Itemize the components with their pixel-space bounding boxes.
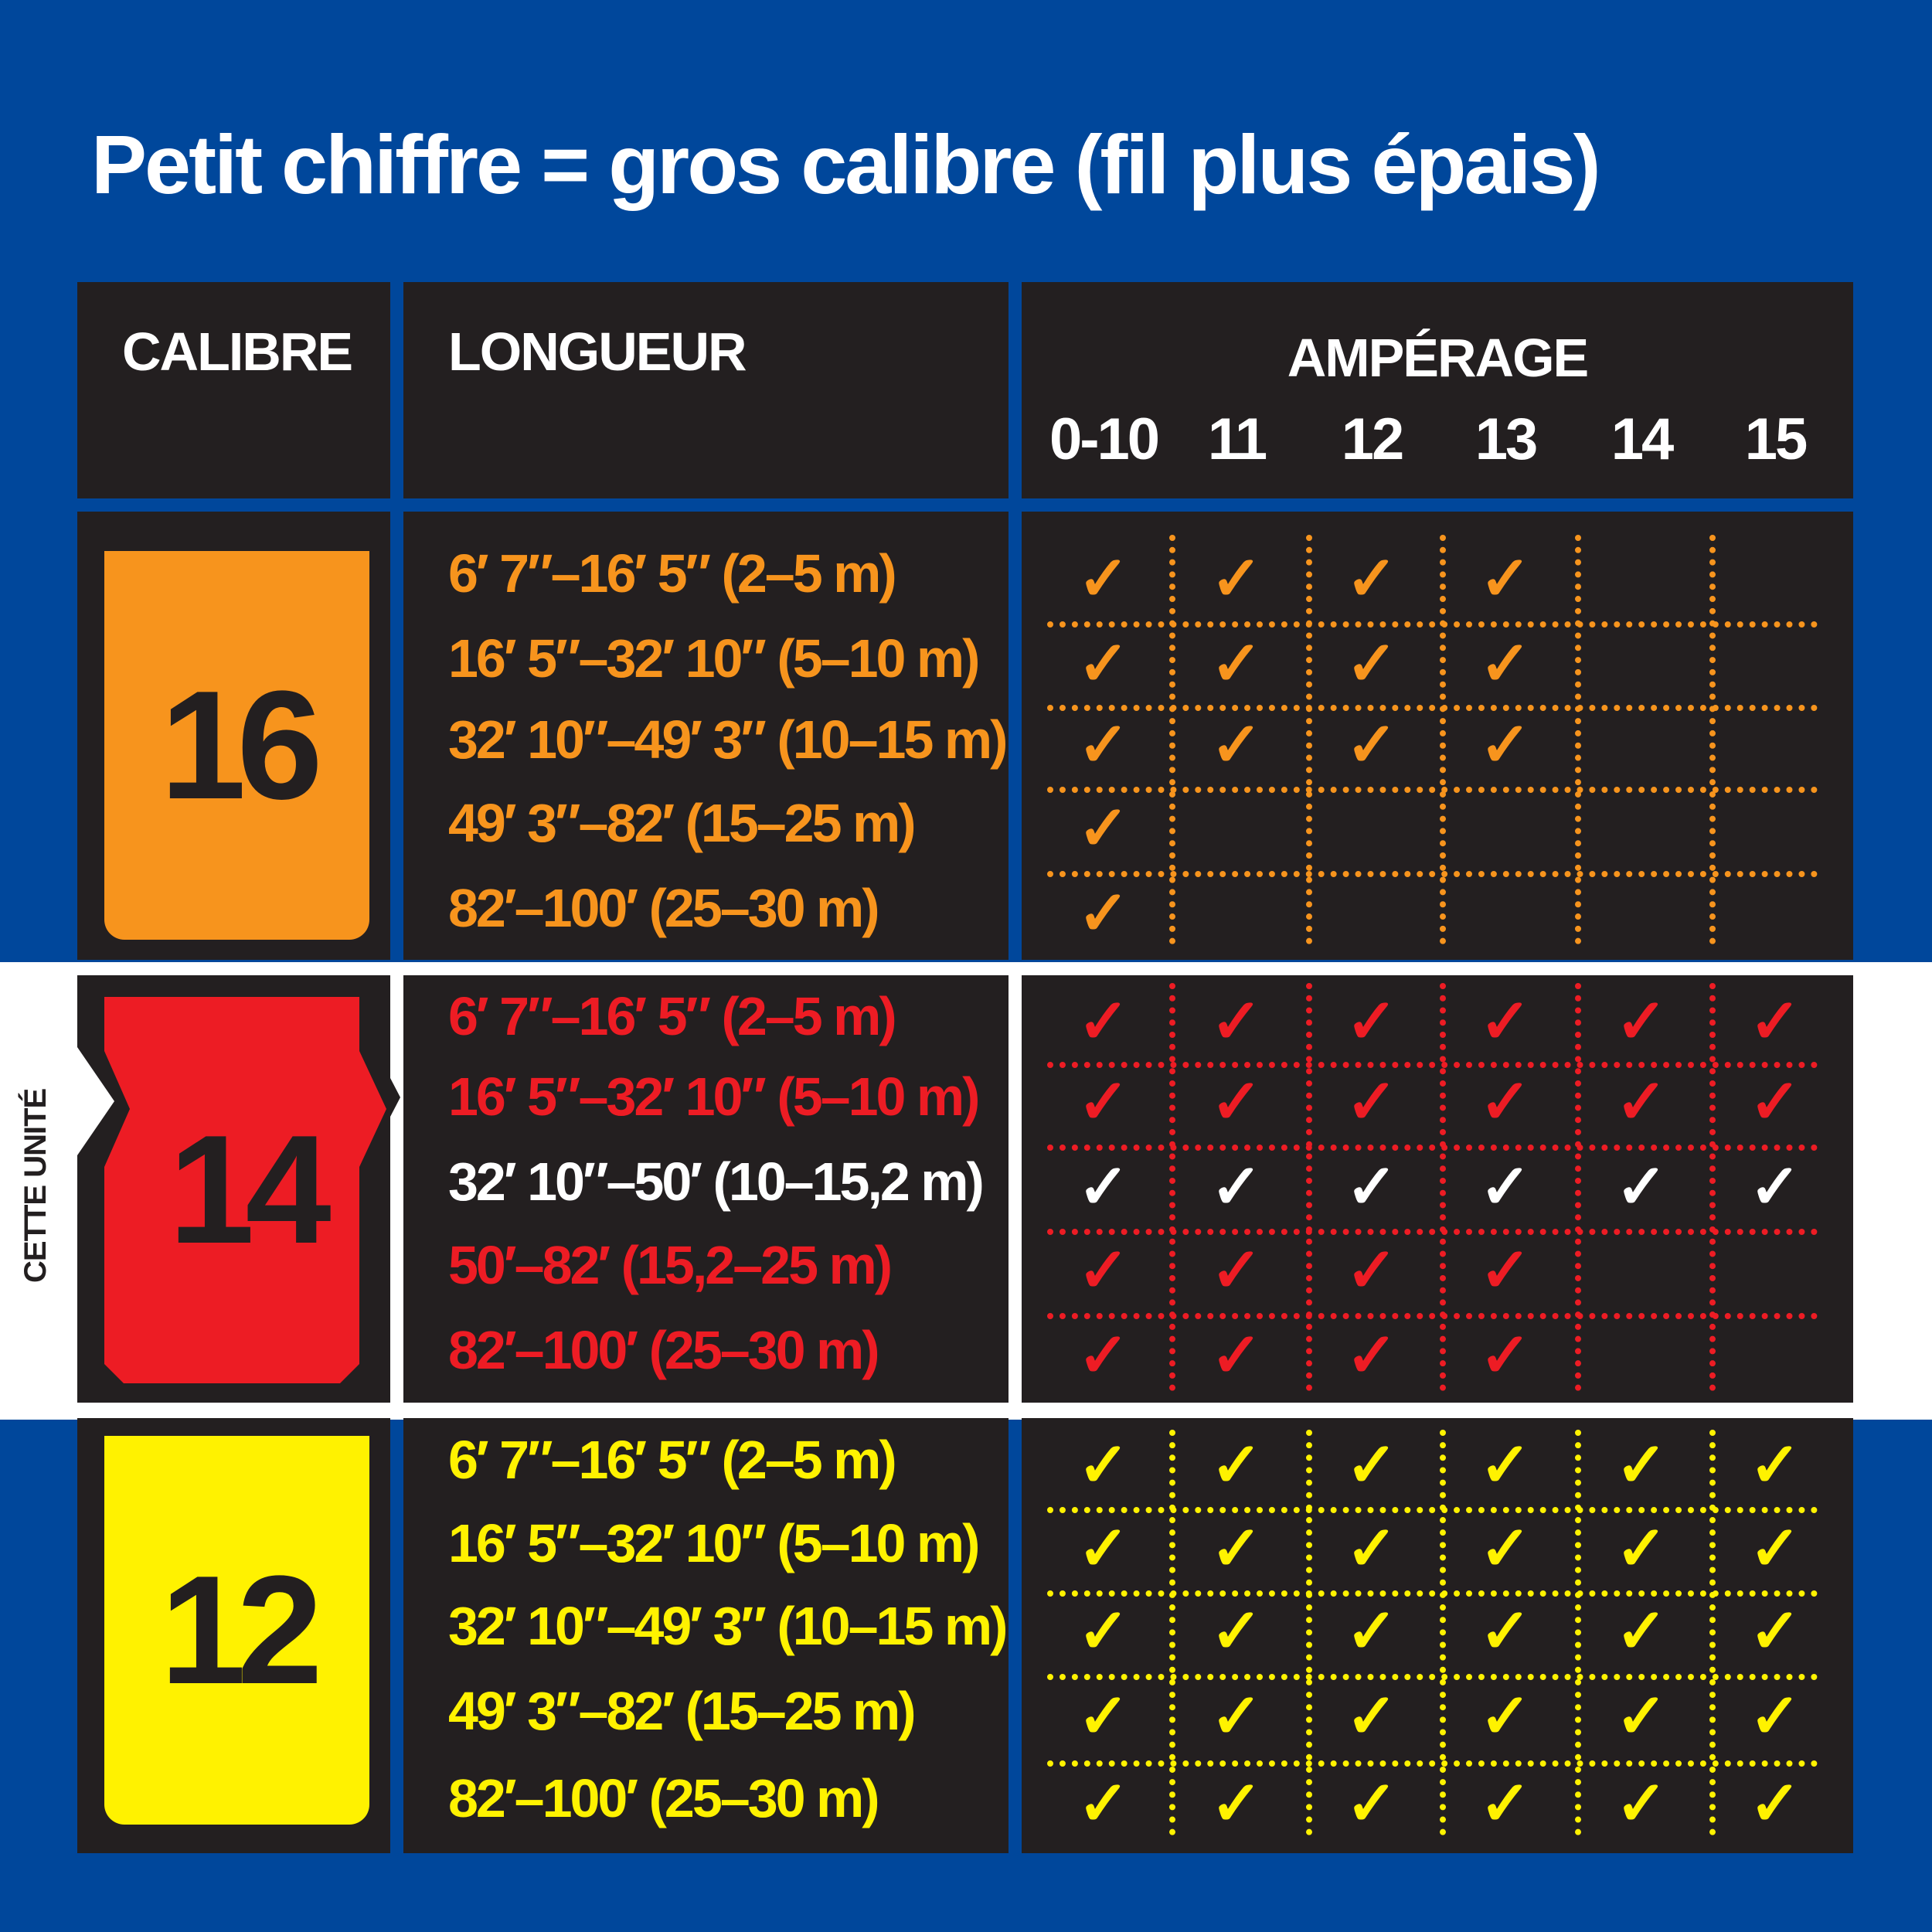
length-label: 32′ 10″–49′ 3″ (10–15 m): [448, 709, 1006, 770]
check-icon: ✓: [1749, 1682, 1801, 1750]
check-icon: ✓: [1749, 987, 1801, 1056]
check-icon: ✓: [1345, 1152, 1398, 1221]
check-icon: ✓: [1210, 1236, 1263, 1304]
check-icon: ✓: [1077, 1682, 1130, 1750]
length-label: 6′ 7″–16′ 5″ (2–5 m): [448, 986, 895, 1046]
check-icon: ✓: [1479, 1430, 1532, 1499]
check-icon: ✓: [1749, 1769, 1801, 1838]
grid-separator-horizontal: [1047, 621, 1818, 628]
grid-separator-horizontal: [1047, 787, 1818, 793]
check-icon: ✓: [1479, 629, 1532, 698]
grid-separator-vertical: [1709, 983, 1716, 1391]
grid-separator-vertical: [1440, 535, 1446, 944]
check-icon: ✓: [1749, 1067, 1801, 1136]
check-icon: ✓: [1077, 1430, 1130, 1499]
check-icon: ✓: [1077, 544, 1130, 613]
amperage-column-14: 14: [1611, 406, 1672, 472]
grid-separator-vertical: [1169, 535, 1175, 944]
length-label: 49′ 3″–82′ (15–25 m): [448, 1681, 914, 1741]
check-icon: ✓: [1749, 1597, 1801, 1665]
length-label: 6′ 7″–16′ 5″ (2–5 m): [448, 1430, 895, 1490]
grid-separator-horizontal: [1047, 1229, 1818, 1235]
check-icon: ✓: [1077, 1321, 1130, 1389]
amperage-column-15: 15: [1744, 406, 1806, 472]
check-icon: ✓: [1615, 1682, 1668, 1750]
grid-separator-vertical: [1575, 1430, 1581, 1835]
check-icon: ✓: [1615, 987, 1668, 1056]
check-icon: ✓: [1345, 1321, 1398, 1389]
check-icon: ✓: [1479, 987, 1532, 1056]
length-label: 32′ 10″–50′ (10–15,2 m): [448, 1151, 982, 1212]
grid-separator-horizontal: [1047, 1507, 1818, 1513]
amperage-column-11: 11: [1207, 406, 1266, 472]
length-label: 50′–82′ (15,2–25 m): [448, 1235, 891, 1295]
grid-separator-vertical: [1709, 535, 1716, 944]
amperage-column-13: 13: [1475, 406, 1536, 472]
check-icon: ✓: [1345, 1769, 1398, 1838]
check-icon: ✓: [1615, 1769, 1668, 1838]
check-icon: ✓: [1479, 1236, 1532, 1304]
check-icon: ✓: [1749, 1430, 1801, 1499]
check-icon: ✓: [1345, 1067, 1398, 1136]
check-icon: ✓: [1077, 1514, 1130, 1583]
check-icon: ✓: [1210, 544, 1263, 613]
check-icon: ✓: [1479, 1769, 1532, 1838]
grid-separator-vertical: [1575, 983, 1581, 1391]
grid-separator-horizontal: [1047, 1313, 1818, 1319]
header-gauge: CALIBRE: [122, 321, 352, 382]
check-icon: ✓: [1345, 987, 1398, 1056]
check-icon: ✓: [1345, 1514, 1398, 1583]
grid-separator-vertical: [1169, 1430, 1175, 1835]
grid-separator-vertical: [1575, 535, 1581, 944]
grid-separator-vertical: [1440, 1430, 1446, 1835]
grid-separator-horizontal: [1047, 1062, 1818, 1068]
check-icon: ✓: [1345, 544, 1398, 613]
check-icon: ✓: [1615, 1067, 1668, 1136]
check-icon: ✓: [1749, 1152, 1801, 1221]
check-icon: ✓: [1077, 710, 1130, 779]
header-length: LONGUEUR: [448, 321, 746, 382]
length-label: 49′ 3″–82′ (15–25 m): [448, 793, 914, 853]
check-icon: ✓: [1210, 1430, 1263, 1499]
length-label: 82′–100′ (25–30 m): [448, 1320, 878, 1380]
length-label: 16′ 5″–32′ 10″ (5–10 m): [448, 1513, 978, 1573]
gauge-16-badge: 16: [104, 551, 369, 940]
check-icon: ✓: [1077, 879, 1130, 947]
grid-separator-horizontal: [1047, 1145, 1818, 1151]
grid-separator-horizontal: [1047, 1760, 1818, 1767]
length-label: 16′ 5″–32′ 10″ (5–10 m): [448, 1066, 978, 1127]
amperage-column-0-10: 0-10: [1049, 406, 1158, 472]
check-icon: ✓: [1615, 1152, 1668, 1221]
check-icon: ✓: [1210, 987, 1263, 1056]
check-icon: ✓: [1345, 629, 1398, 698]
check-icon: ✓: [1077, 1597, 1130, 1665]
check-icon: ✓: [1479, 1514, 1532, 1583]
check-icon: ✓: [1210, 1682, 1263, 1750]
check-icon: ✓: [1479, 1152, 1532, 1221]
check-icon: ✓: [1479, 710, 1532, 779]
grid-separator-horizontal: [1047, 705, 1818, 711]
check-icon: ✓: [1077, 794, 1130, 862]
check-icon: ✓: [1749, 1514, 1801, 1583]
grid-separator-vertical: [1306, 1430, 1312, 1835]
check-icon: ✓: [1615, 1430, 1668, 1499]
grid-separator-vertical: [1306, 983, 1312, 1391]
check-icon: ✓: [1210, 1514, 1263, 1583]
check-icon: ✓: [1479, 1067, 1532, 1136]
check-icon: ✓: [1077, 1067, 1130, 1136]
check-icon: ✓: [1345, 1597, 1398, 1665]
check-icon: ✓: [1479, 544, 1532, 613]
check-icon: ✓: [1345, 1682, 1398, 1750]
check-icon: ✓: [1210, 1321, 1263, 1389]
check-icon: ✓: [1210, 629, 1263, 698]
grid-separator-vertical: [1440, 983, 1446, 1391]
grid-separator-horizontal: [1047, 871, 1818, 877]
check-icon: ✓: [1210, 1152, 1263, 1221]
this-unit-label: CETTE UNITÉ: [19, 1088, 53, 1283]
check-icon: ✓: [1077, 1769, 1130, 1838]
length-label: 16′ 5″–32′ 10″ (5–10 m): [448, 628, 978, 689]
grid-separator-horizontal: [1047, 1590, 1818, 1597]
header-amperage: AMPÉRAGE: [1287, 328, 1588, 388]
check-icon: ✓: [1615, 1514, 1668, 1583]
check-icon: ✓: [1077, 1152, 1130, 1221]
grid-separator-horizontal: [1047, 1674, 1818, 1680]
check-icon: ✓: [1077, 629, 1130, 698]
gauge-14-badge: 14: [168, 1104, 322, 1276]
check-icon: ✓: [1210, 1769, 1263, 1838]
page-title: Petit chiffre = gros calibre (fil plus épais): [91, 117, 1599, 211]
length-label: 82′–100′ (25–30 m): [448, 878, 878, 938]
length-label: 82′–100′ (25–30 m): [448, 1768, 878, 1828]
check-icon: ✓: [1077, 987, 1130, 1056]
grid-separator-vertical: [1709, 1430, 1716, 1835]
check-icon: ✓: [1479, 1597, 1532, 1665]
check-icon: ✓: [1210, 1067, 1263, 1136]
check-icon: ✓: [1077, 1236, 1130, 1304]
length-label: 6′ 7″–16′ 5″ (2–5 m): [448, 543, 895, 604]
grid-separator-vertical: [1169, 983, 1175, 1391]
length-label: 32′ 10″–49′ 3″ (10–15 m): [448, 1596, 1006, 1656]
check-icon: ✓: [1210, 710, 1263, 779]
amperage-column-12: 12: [1341, 406, 1403, 472]
gauge-12-badge: 12: [104, 1436, 369, 1825]
grid-separator-vertical: [1306, 535, 1312, 944]
check-icon: ✓: [1479, 1321, 1532, 1389]
check-icon: ✓: [1615, 1597, 1668, 1665]
check-icon: ✓: [1345, 1236, 1398, 1304]
check-icon: ✓: [1345, 1430, 1398, 1499]
check-icon: ✓: [1345, 710, 1398, 779]
check-icon: ✓: [1210, 1597, 1263, 1665]
check-icon: ✓: [1479, 1682, 1532, 1750]
